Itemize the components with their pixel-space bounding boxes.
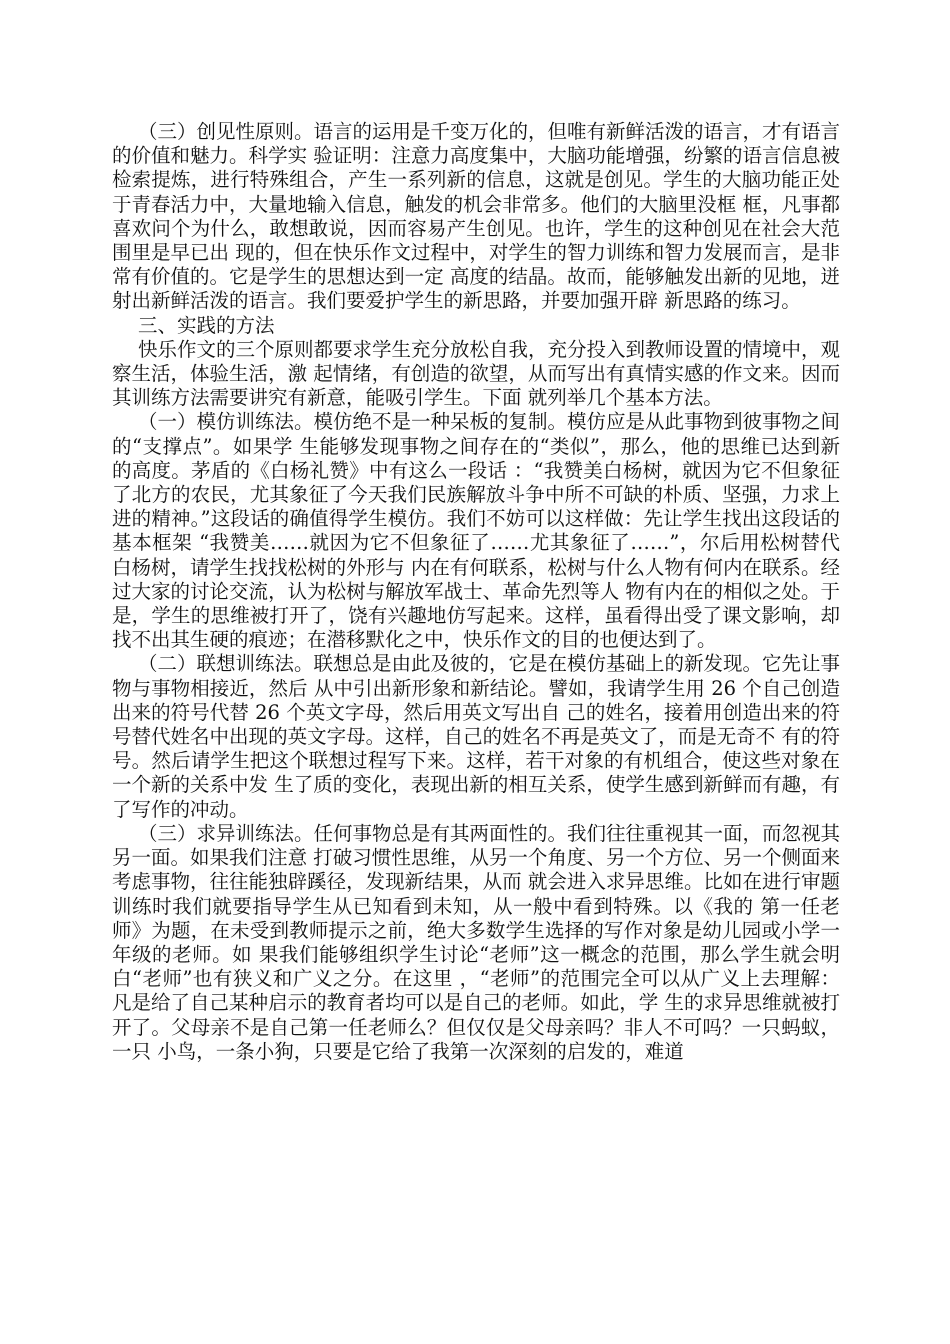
paragraph-divergence-training: （三）求异训练法。任何事物总是有其两面性的。我们往往重视其一面，而忽视其另一面。如果我们注意 打破习惯性思维，从另一个角度、另一个方位、另一个侧面来考虑事物，往往能独辟蹊径，发现新结果，从而 就会进入求异思维。比如在进行审题训练时我们就要指导学生从已知看到未知，从一般中看到特殊。以《我的 第一任老师》为题，在未受到教师提示之前，绝大多数学生选择的写作对象是幼儿园或小学一年级的老师。如 果我们能够组织学生讨论“老师”这一概念的范围，那么学生就会明白“老师”也有狭义和广义之分。在这里 ，“老师”的范围完全可以从广义上去理解：凡是给了自己某种启示的教育者均可以是自己的老师。如此，学 生的求异思维就被打开了。父母亲不是自己第一任老师么？但仅仅是父母亲吗？非人不可吗？一只蚂蚁，一只 小鸟，一条小狗，只要是它给了我第一次深刻的启发的，难道 bbox=[112, 821, 841, 1063]
section-heading-practice-methods: 三、实践的方法 bbox=[138, 313, 275, 337]
paragraph-originality-principle: （三）创见性原则。语言的运用是千变万化的，但唯有新鲜活泼的语言，才有语言的价值和魅力。科学实 验证明：注意力高度集中，大脑功能增强，纷繁的语言信息被检索提炼，进行特殊组合，产生一系列新的信息，这就是创见。学生的大脑功能正处于青春活力中，大量地输入信息，触发的机会非常多。他们的大脑里没框 框，凡事都喜欢问个为什么，敢想敢说，因而容易产生创见。也许，学生的这种创见在社会大范围里是早已出 现的，但在快乐作文过程中，对学生的智力训练和智力发展而言，是非常有价值的。它是学生的思想达到一定 高度的结晶。故而，能够触发出新的见地，迸射出新鲜活泼的语言。我们要爱护学生的新思路，并要加强开辟 新思路的练习。 bbox=[112, 120, 841, 313]
paragraph-imitation-training: （一）模仿训练法。模仿绝不是一种呆板的复制。模仿应是从此事物到彼事物之间的“支撑点”。如果学 生能够发现事物之间存在的“类似”，那么，他的思维已达到新的高度。茅盾的《白杨礼赞》中有这么一段话 ：“我赞美白杨树，就因为它不但象征了北方的农民，尤其象征了今天我们民族解放斗争中所不可缺的朴质、坚强，力求上进的精神。”这段话的确值得学生模仿。我们不妨可以这样做：先让学生找出这段话的基本框架 “我赞美……就因为它不但象征了……尤其象征了……”，尔后用松树替代白杨树，请学生找找松树的外形与 内在有何联系，松树与什么人物有何内在联系。经过大家的讨论交流，认为松树与解放军战士、革命先烈等人 物有内在的相似之处。于是，学生的思维被打开了，饶有兴趣地仿写起来。这样，虽看得出受了课文影响，却 找不出其生硬的痕迹；在潜移默化之中，快乐作文的目的也便达到了。 bbox=[112, 410, 841, 652]
paragraph-methods-intro: 快乐作文的三个原则都要求学生充分放松自我，充分投入到教师设置的情境中，观察生活，体验生活，激 起情绪，有创造的欲望，从而写出有真情实感的作文来。因而其训练方法需要讲究有新意，能吸引学生。下面 就列举几个基本方法。 bbox=[112, 337, 841, 410]
document-page bbox=[112, 120, 840, 1064]
paragraph-association-training: （二）联想训练法。联想总是由此及彼的，它是在模仿基础上的新发现。它先让事物与事物相接近，然后 从中引出新形象和新结论。譬如，我请学生用 26 个自己创造出来的符号代替 26 个英文字母，然后用英文写出自 己的姓名，接着用创造出来的符号替代姓名中出现的英文字母。这样，自己的姓名不再是英文了，而是无奇不 有的符号。然后请学生把这个联想过程写下来。这样，若干对象的有机组合，使这些对象在一个新的关系中发 生了质的变化，表现出新的相互关系，使学生感到新鲜而有趣，有了写作的冲动。 bbox=[112, 652, 841, 821]
